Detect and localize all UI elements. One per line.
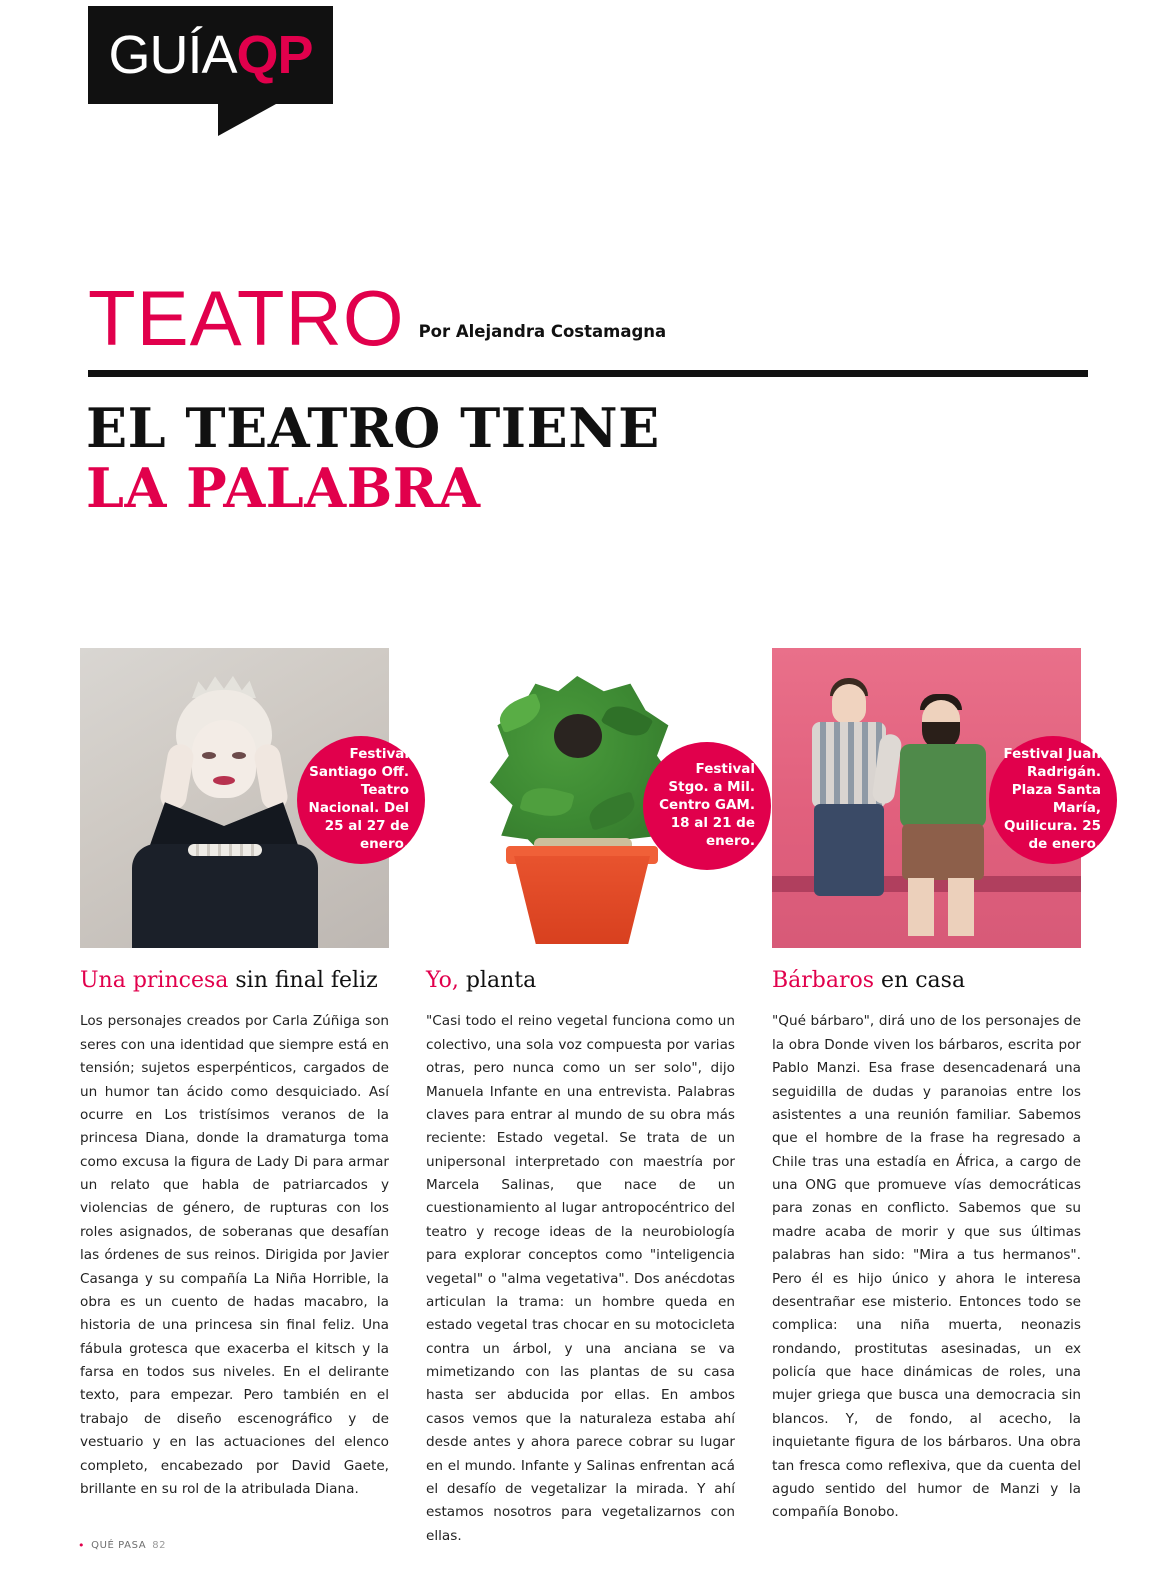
logo-guia-text: GUÍA <box>108 25 237 85</box>
face-opening-shape <box>554 714 602 758</box>
pearls-shape <box>188 844 262 856</box>
face-shape <box>192 720 256 798</box>
hand-right-shape <box>252 742 289 812</box>
article-title-rest: sin final feliz <box>228 968 378 993</box>
logo-box <box>88 6 333 104</box>
headline-line-2: LA PALABRA <box>86 456 481 521</box>
man2-jacket-shape <box>900 744 986 828</box>
article-body: "Casi todo el reino vegetal funciona como un colectivo, una sola voz compuesta por varias otras, pero nunca como un ser solo", dijo Manuela Infante en una entrevista. Palabras claves para entrar al mundo de su obra más reciente: Estado vegetal. Se trata de un unipersonal interpretado con maestría por Marcela Salinas, que nace de un cuestionamiento al lugar antropocéntrico del teatro y recoge ideas de la neurobiología para explorar conceptos como "inteligencia vegetal" o "alma vegetativa". Dos anécdotas articulan la trama: un hombre queda en estado vegetal tras chocar en su motocicleta contra un árbol, y una anciana se va mimetizando con las plantas de su casa hasta ser abducida por ellas. En ambos casos vemos que la naturaleza estaba ahí desde antes y ahora parece cobrar su lugar en el mundo. Infante y Salinas enfrentan acá el desafío de vegetalizar la mirada. Y ahí estamos nosotros para vegetalizarnos con ellas. <box>426 1013 735 1544</box>
header-rule <box>88 370 1088 377</box>
page-number: 82 <box>152 1540 167 1551</box>
hand-left-shape <box>158 742 195 812</box>
lips-shape <box>213 776 235 785</box>
event-badge: Festival Santiago Off. Teatro Nacional. Del 25 al 27 de enero. <box>297 736 425 864</box>
article-title-rest: planta <box>458 968 537 993</box>
article-title <box>80 968 389 994</box>
article-title-highlight: Bárbaros <box>772 968 875 993</box>
article-title-highlight: Una princesa <box>80 968 229 993</box>
logo-text <box>108 25 313 85</box>
article-card <box>426 648 755 1548</box>
guia-qp-logo <box>88 6 333 136</box>
bullet-icon: • <box>78 1539 86 1552</box>
article-title <box>772 968 1081 994</box>
man2-leg-right-shape <box>948 878 974 936</box>
man2-leg-left-shape <box>908 878 934 936</box>
article-title-highlight: Yo, <box>426 968 459 993</box>
eye-left-shape <box>202 752 216 759</box>
eye-right-shape <box>232 752 246 759</box>
articles-grid <box>80 648 1101 1548</box>
logo-qp-text: QP <box>236 25 313 85</box>
article-photo <box>772 648 1101 948</box>
event-badge: Festival Stgo. a Mil. Centro GAM. 18 al 21 de enero. <box>643 742 771 870</box>
section-title: TEATRO <box>88 274 405 362</box>
event-badge: Festival Juan Radrigán. Plaza Santa María, Quilicura. 25 de enero. <box>989 736 1117 864</box>
article-photo <box>426 648 755 948</box>
man1-legs-shape <box>814 804 884 896</box>
section-header-row <box>88 274 1088 362</box>
dress-shape <box>132 844 318 948</box>
page-footer <box>78 1539 166 1552</box>
article-card <box>772 648 1101 1548</box>
man1-head-shape <box>832 684 866 724</box>
logo-tail-shape <box>218 104 276 136</box>
headline-line-1: EL TEATRO TIENE <box>86 396 660 460</box>
flower-pot-shape <box>514 856 650 944</box>
section-header <box>88 274 1088 362</box>
article-photo <box>80 648 409 948</box>
article-title <box>426 968 735 994</box>
article-body: "Qué bárbaro", dirá uno de los personajes de la obra Donde viven los bárbaros, escrita por Pablo Manzi. Esa frase desencadenará una seguidilla de dudas y paranoias entre los asistentes a una reunión familiar. Sabemos que el hombre de la frase ha regresado a Chile tras una estadía en África, a cargo de una ONG que promueve vías democráticas para zonas en conflicto. Sabemos que su madre acaba de morir y que sus últimas palabras han sido: "Mira a tus hermanos". Pero él es hijo único y ahora le interesa desentrañar ese misterio. Entonces todo se complica: una niña muerta, neonazis rondando, prostitutas asesinadas, un ex policía que hace dinámicas de roles, una mujer griega que busca una democracia sin blancos. Y, de fondo, al acecho, la inquietante figura de los bárbaros. Una obra tan fresca como reflexiva, que da cuenta del agudo sentido del humor de Manzi y la compañía Bonobo. <box>772 1013 1081 1521</box>
article-body: Los personajes creados por Carla Zúñiga son seres con una identidad que siempre está en tensión; sujetos esperpénticos, cargados de un humor tan ácido como desquiciado. Así ocurre en Los tristísimos veranos de la princesa Diana, donde la dramaturga toma como excusa la figura de Lady Di para armar un relato que habla de patriarcados y violencias de género, de rupturas con los roles asignados, de soberanas que desafían las órdenes de sus reinos. Dirigida por Javier Casanga y su compañía La Niña Horrible, la obra es un cuento de hadas macabro, la historia de una princesa sin final feliz. Una fábula grotesca que exacerba el kitsch y la farsa en todos sus niveles. En el delirante texto, para empezar. Pero también en el trabajo de diseño escenográfico y de vestuario y en las actuaciones del elenco completo, encabezado por David Gaete, brillante en su rol de la atribulada Diana. <box>80 1013 389 1497</box>
article-card <box>80 648 409 1548</box>
article-title-rest: en casa <box>874 968 966 993</box>
man2-shorts-shape <box>902 824 984 880</box>
byline: Por Alejandra Costamagna <box>418 321 667 341</box>
page-title <box>86 398 660 519</box>
magazine-name: QUÉ PASA <box>91 1540 147 1551</box>
